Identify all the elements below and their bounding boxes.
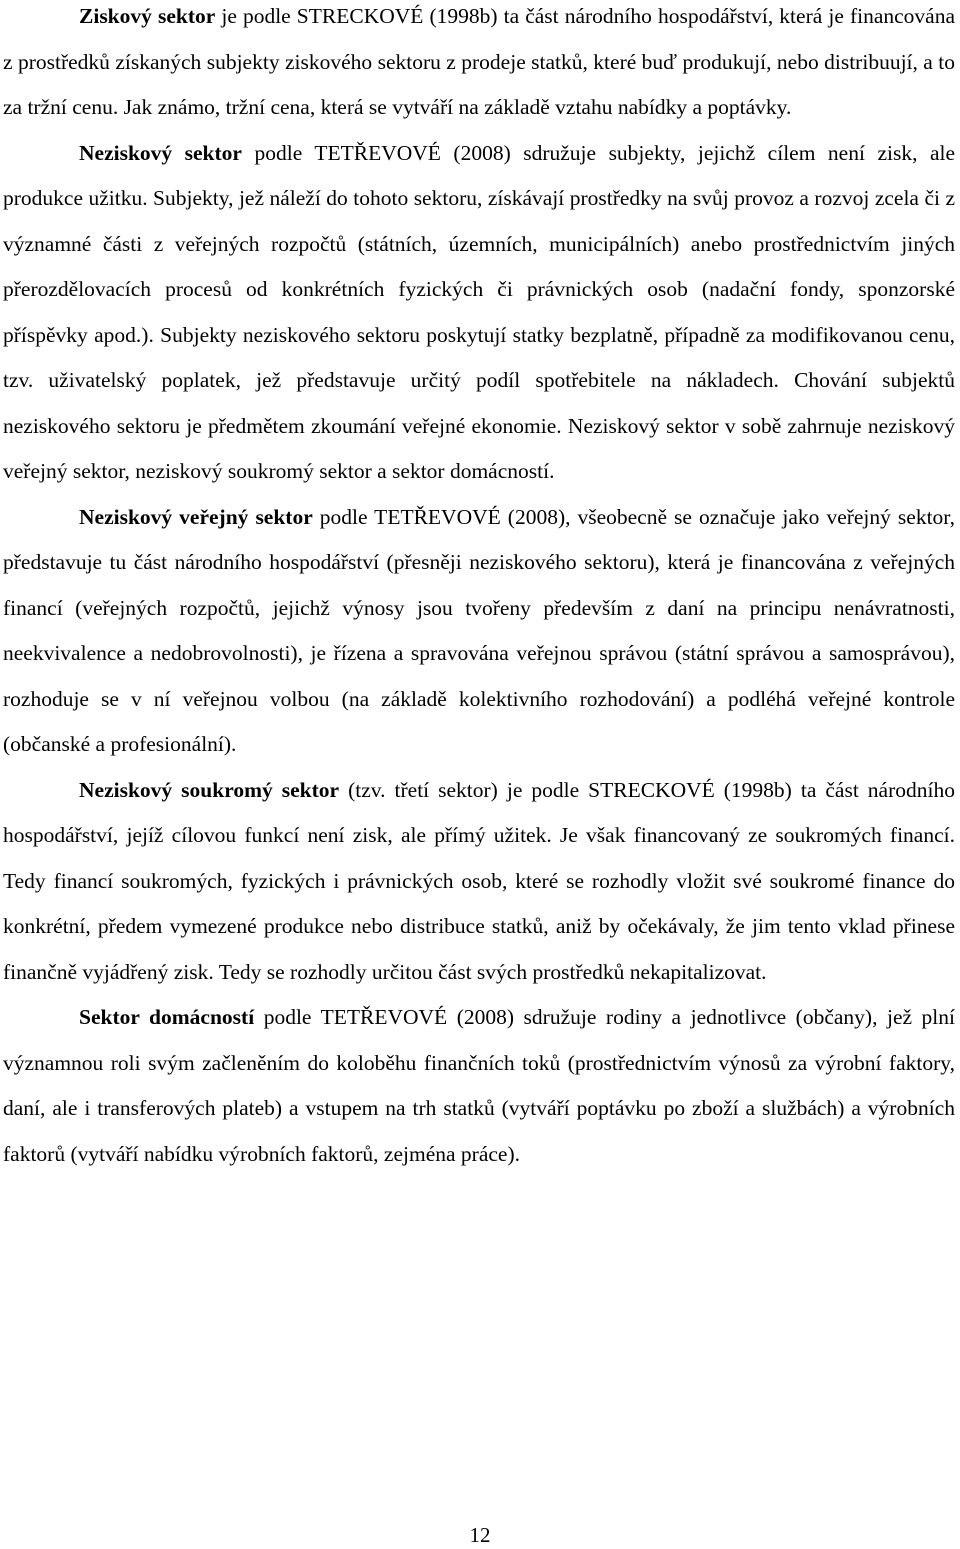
- paragraph-text: podle TETŘEVOVÉ (2008) sdružuje subjekty, jejichž cílem není zisk, ale produkce užitku. Subjekty, jež náleží do tohoto sektoru, získávají prostředky na svůj provoz a rozvoj zcela či z významné části z veřejných rozpočtů (státních, územních, municipálních) anebo prostřednictvím jiných přerozdělovacích procesů od konkrétních fyzických či právnických osob (nadační fondy, sponzorské příspěvky apod.). Subjekty neziskového sektoru poskytují statky bezplatně, případně za modifikovanou cenu, tzv. uživatelský poplatek, jež představuje určitý podíl spotřebitele na nákladech. Chování subjektů neziskového sektoru je předmětem zkoumání veřejné ekonomie. Neziskový sektor v sobě zahrnuje neziskový veřejný sektor, neziskový soukromý sektor a sektor domácností.: [3, 140, 956, 483]
- term-ziskovy-sektor: Ziskový sektor: [79, 4, 216, 28]
- paragraph-text: podle TETŘEVOVÉ (2008) sdružuje rodiny a jednotlivce (občany), jež plní významnou roli svým začleněním do koloběhu finančních toků (prostřednictvím výnosů za výrobní faktory, daní, ale i transferových plateb) a vstupem na trh statků (vytváří poptávku po zboží a službách) a výrobních faktorů (vytváří nabídku výrobních faktorů, zejména práce).: [3, 1005, 955, 1166]
- paragraph-text: (tzv. třetí sektor) je podle STRECKOVÉ (1998b) ta část národního hospodářství, jejíž cílovou funkcí není zisk, ale přímý užitek. Je však financovaný ze soukromých financí. Tedy financí soukromých, fyzických i právnických osob, které se rozhodly vložit své soukromé finance do konkrétní, předem vymezené produkce nebo distribuce statků, aniž by očekávaly, že jim tento vklad přinese finančně vyjádřený zisk. Tedy se rozhodly určitou část svých prostředků nekapitalizovat.: [3, 777, 955, 984]
- term-sektor-domacnosti: Sektor domácností: [79, 1005, 255, 1029]
- term-neziskovy-soukromy-sektor: Neziskový soukromý sektor: [79, 777, 340, 802]
- paragraph-neziskovy-soukromy-sektor: [3, 768, 955, 996]
- paragraph-text: je podle STRECKOVÉ (1998b) ta část národního hospodářství, která je financována z prostředků získaných subjekty ziskového sektoru z prodeje statků, které buď produkují, nebo distribuují, a to za tržní cenu. Jak známo, tržní cena, která se vytváří na základě vztahu nabídky a poptávky.: [3, 4, 955, 119]
- document-page: [3, 0, 955, 1177]
- term-neziskovy-verejny-sektor: Neziskový veřejný sektor: [79, 504, 313, 529]
- paragraph-neziskovy-verejny-sektor: [3, 495, 955, 768]
- paragraph-neziskovy-sektor: [3, 131, 955, 495]
- paragraph-sektor-domacnosti: [3, 995, 955, 1177]
- paragraph-text: podle TETŘEVOVÉ (2008), všeobecně se označuje jako veřejný sektor, představuje tu část národního hospodářství (přesněji neziskového sektoru), která je financována z veřejných financí (veřejných rozpočtů, jejichž výnosy jsou tvořeny především z daní na principu nenávratnosti, neekvivalence a nedobrovolnosti), je řízena a spravována veřejnou správou (státní správou a samosprávou), rozhoduje se v ní veřejnou volbou (na základě kolektivního rozhodování) a podléhá veřejné kontrole (občanské a profesionální).: [3, 504, 955, 756]
- page-number: 12: [469, 1523, 491, 1547]
- term-neziskovy-sektor: Neziskový sektor: [79, 140, 242, 165]
- paragraph-ziskovy-sektor: [3, 0, 955, 131]
